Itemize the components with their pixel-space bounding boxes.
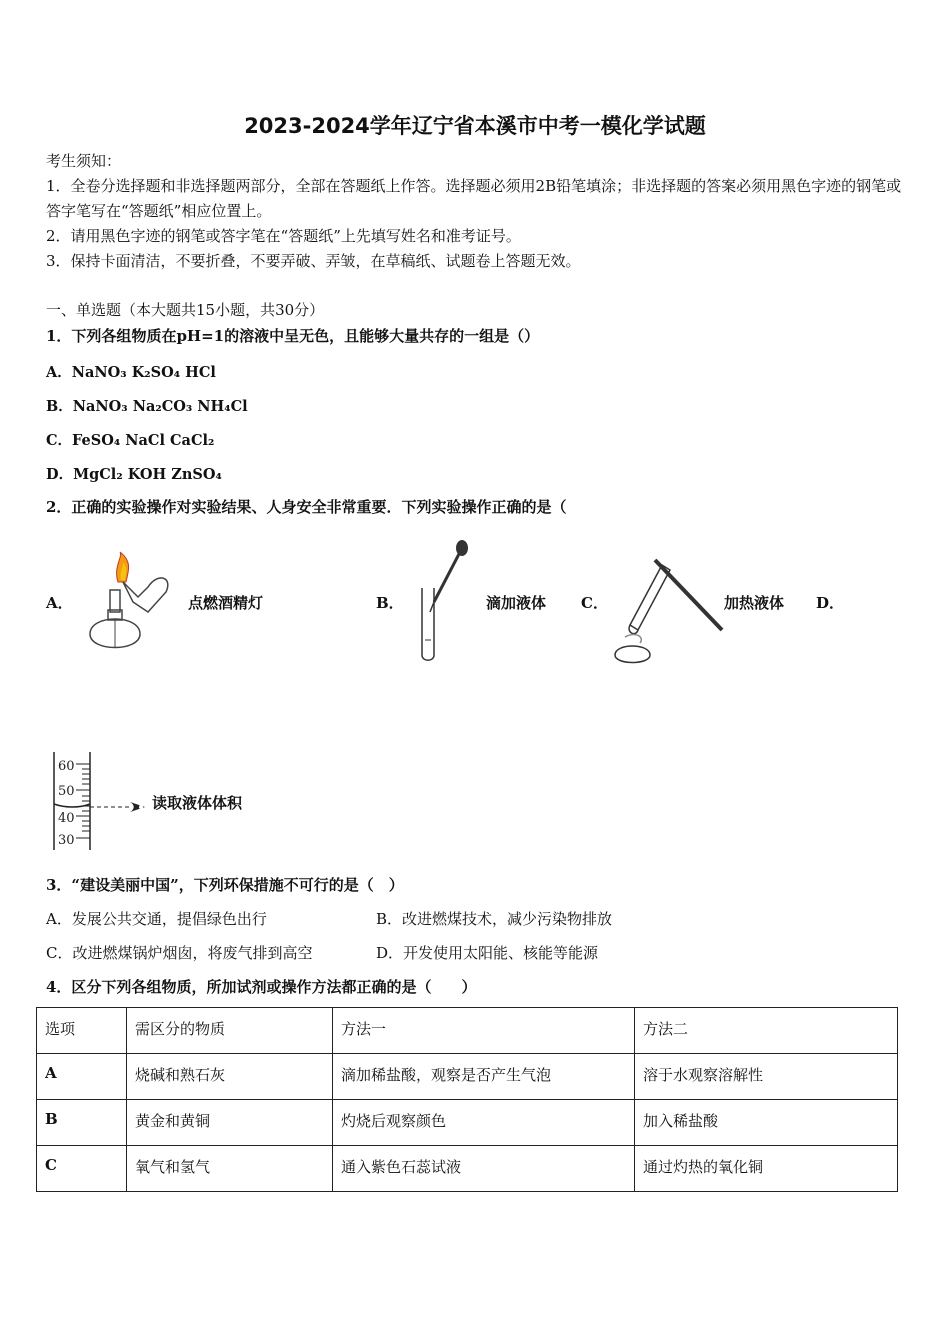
table-cell: A [37,1054,127,1100]
question-3-stem: 3．“建设美丽中国”，下列环保措施不可行的是（ ） [46,876,404,894]
question-2-stem: 2．正确的实验操作对实验结果、人身安全非常重要．下列实验操作正确的是（ [46,498,567,516]
table-cell: B [37,1100,127,1146]
cylinder-tick-label: 60 [58,759,75,774]
table-cell: 烧碱和熟石灰 [127,1054,333,1100]
q3-option-d: D．开发使用太阳能、核能等能源 [376,944,599,962]
table-cell: 灼烧后观察颜色 [333,1100,635,1146]
cylinder-tick-label: 30 [58,833,75,848]
table-cell: 滴加稀盐酸，观察是否产生气泡 [333,1054,635,1100]
table-cell: C [37,1146,127,1192]
notice-item: 1．全卷分选择题和非选择题两部分，全部在答题纸上作答。选择题必须用2B铅笔填涂；非选择题的答案必须用黑色字迹的钢笔或答字笔写在“答题纸”相应位置上。 [46,177,902,220]
q1-option-d: D．MgCl₂ KOH ZnSO₄ [46,466,222,483]
table-row [37,1100,898,1146]
table-header-cell: 选项 [37,1008,127,1054]
q3-option-c: C．改进燃煤锅炉烟囱，将废气排到高空 [46,944,313,962]
q4-table [36,1007,898,1192]
notice-heading: 考生须知： [46,152,122,170]
question-4-stem: 4．区分下列各组物质，所加试剂或操作方法都正确的是（ ） [46,978,477,996]
section-heading: 一、单选题（本大题共15小题，共30分） [46,301,325,319]
q3-option-b: B．改进燃煤技术，减少污染物排放 [376,910,613,928]
page-title: 2023-2024学年辽宁省本溪市中考一模化学试题 [244,114,706,138]
q2-option-d-letter: D． [816,594,845,612]
table-header-cell: 方法一 [333,1008,635,1054]
q2-option-a-letter: A． [46,594,73,612]
table-row [37,1146,898,1192]
table-cell: 加入稀盐酸 [635,1100,898,1146]
notice-item: 3．保持卡面清洁，不要折叠，不要弄破、弄皱，在草稿纸、试题卷上答题无效。 [46,252,581,270]
q3-option-a: A．发展公共交通，提倡绿色出行 [46,910,267,928]
table-header-cell: 方法二 [635,1008,898,1054]
table-header-cell: 需区分的物质 [127,1008,333,1054]
table-header-row [37,1008,898,1054]
q1-option-a: A．NaNO₃ K₂SO₄ HCl [46,364,216,381]
q2-option-c-letter: C． [581,594,608,612]
table-cell: 氧气和氢气 [127,1146,333,1192]
q2-option-a-label: 点燃酒精灯 [188,594,264,612]
q2-option-b-label: 滴加液体 [486,594,547,612]
table-row [37,1054,898,1100]
q2-option-c-label: 加热液体 [724,594,785,612]
table-cell: 通入紫色石蕊试液 [333,1146,635,1192]
table-cell: 黄金和黄铜 [127,1100,333,1146]
q2-option-d-label: 读取液体体积 [152,794,243,812]
dropper-test-tube-figure [412,540,472,665]
heating-liquid-figure [610,555,730,670]
graduated-cylinder-figure [50,752,160,854]
alcohol-lamp-lighting-figure [78,552,178,662]
q1-option-b: B．NaNO₃ Na₂CO₃ NH₄Cl [46,398,248,415]
question-1-stem: 1．下列各组物质在pH=1的溶液中呈无色，且能够大量共存的一组是（） [46,327,540,345]
table-cell: 通过灼热的氧化铜 [635,1146,898,1192]
q1-option-c: C．FeSO₄ NaCl CaCl₂ [46,432,215,449]
q2-option-b-letter: B． [376,594,404,612]
table-cell: 溶于水观察溶解性 [635,1054,898,1100]
notice-item: 2．请用黑色字迹的钢笔或答字笔在“答题纸”上先填写姓名和准考证号。 [46,227,521,245]
cylinder-tick-label: 40 [58,811,75,826]
cylinder-tick-label: 50 [58,784,75,799]
